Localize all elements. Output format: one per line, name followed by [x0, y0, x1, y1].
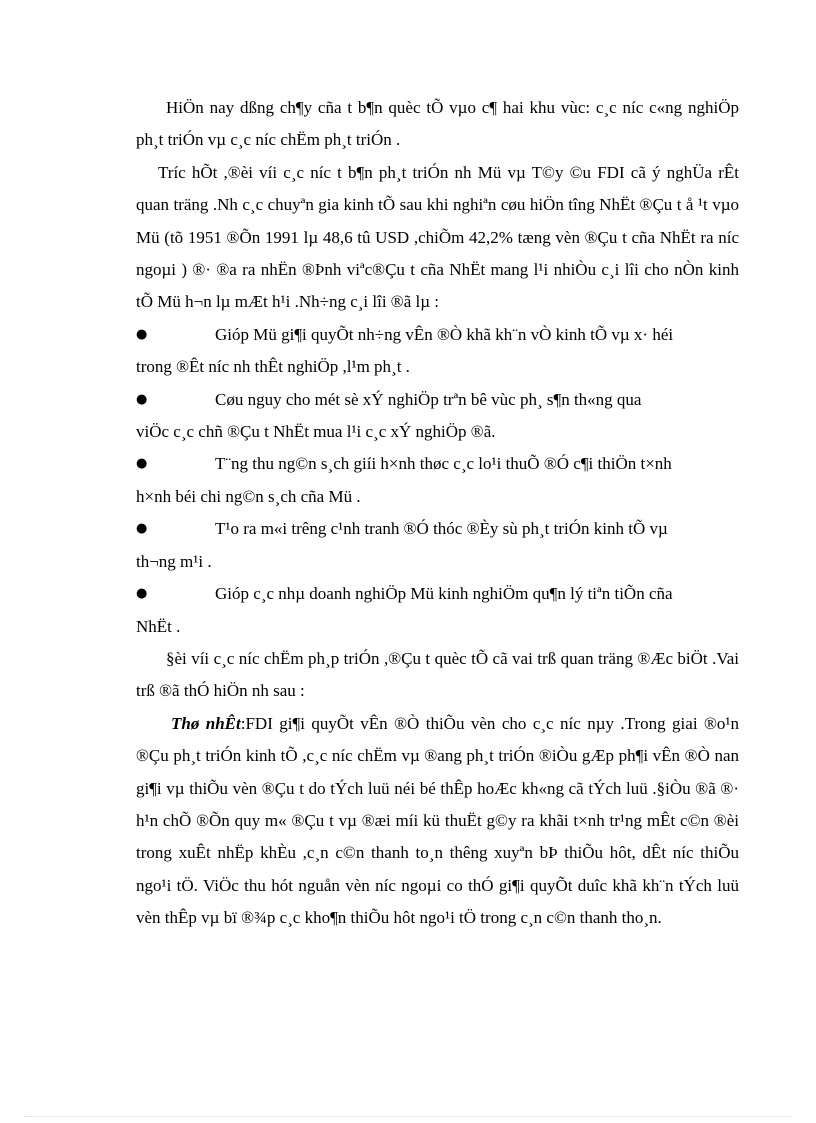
bullet-text-continued: trong ®Êt níc nh thÊt nghiÖp ,l¹m ph¸t . [136, 357, 410, 377]
bullet-text-continued: h×nh béi chi ng©n s¸ch cña Mü . [136, 486, 361, 506]
bullet-text-first-line: T¹o ra m«i trêng c¹nh tranh ®Ó thóc ®Èy sù ph¸t triÓn kinh tÕ vµ [215, 519, 668, 539]
bullet-text-first-line: Gióp Mü gi¶i quyÕt nh÷ng vÊn ®Ò khã kh¨n vÒ kinh tÕ vµ x· héi [215, 324, 674, 344]
bullet-text-continued: NhËt . [136, 616, 181, 636]
paragraph-lead-heading: Thø nhÊt [171, 713, 241, 733]
first-role-body: :FDI gi¶i quyÕt vÊn ®Ò thiÕu vèn cho c¸c níc nµy .Trong giai ®o¹n ®Çu ph¸t triÓn kinh tÕ ,c¸c níc chËm vµ ®ang ph¸t triÓn ®iÒu gÆp ph¶i vÊn ®Ò nan gi¶i vµ thiÕu vèn ®Çu t do tÝch luü néi bé thÊp hoÆc kh«ng cã tÝch luü .§iÒu ®ã ®· h¹n chÕ ®Õn quy m« ®Çu t vµ ®æi míi kü thuËt g©y ra khãi t×nh tr¹ng mÊt c©n ®èi trong xuÊt nhËp khÈu ,c¸n c©n thanh to¸n thêng xuyªn bÞ thiÕu hôt, dÊt níc thiÕu ngo¹i tÖ. ViÖc thu hót nguån vèn níc ngoµi co thÓ gi¶i quyÕt duîc khã kh¨n tÝch luü vèn thÊp vµ bï ®¾p c¸c kho¶n thiÕu hôt ngo¹i tÖ trong c¸n c©n thanh tho¸n. [136, 713, 739, 928]
bullet-item [136, 448, 739, 513]
bullet-item [136, 578, 739, 643]
bullet-item [136, 319, 739, 384]
bullet-text-first-line: T¨ng thu ng©n s¸ch giíi h×nh thøc c¸c lo¹i thuÕ ®Ó c¶i thiÖn t×nh [215, 454, 672, 474]
first-role-paragraph [136, 708, 739, 935]
bullet-text-continued: th¬ng m¹i . [136, 551, 212, 571]
bullet-text-continued: viÖc c¸c chñ ®Çu t NhËt mua l¹i c¸c xÝ nghiÖp ®ã. [136, 422, 496, 442]
developed-countries-paragraph: Tríc hÕt ,®èi víi c¸c níc t b¶n ph¸t triÓn nh Mü vµ T©y ©u FDI cã ý nghÜa rÊt quan träng .Nh c¸c chuyªn gia kinh tÕ sau khi nghiªn cøu hiÖn tîng NhËt ®Çu t å ¹t vµo Mü (tõ 1951 ®Õn 1991 lµ 48,6 tû USD ,chiÕm 42,2% tæng vèn ®Çu t cña NhËt ra níc ngoµi ) ®· ®a ra nhËn ®Þnh viªc®Çu t cña NhËt mang l¹i nhiÒu c¸i lîi cho nÒn kinh tÕ Mü h¬n lµ mÆt h¹i .Nh÷ng c¸i lîi ®ã lµ : [136, 162, 739, 312]
bullet-icon: ● [136, 456, 148, 472]
intro-paragraph: HiÖn nay dßng ch¶y cña t b¶n quèc tÕ vµo c¶ hai khu vùc: c¸c níc c«ng nghiÖp ph¸t triÓn vµ c¸c níc chËm ph¸t triÓn . [136, 98, 739, 150]
bullet-item [136, 513, 739, 578]
document-body [136, 92, 739, 935]
bullet-text-first-line: Cøu nguy cho mét sè xÝ nghiÖp trªn bê vùc ph¸ s¶n th«ng qua [215, 389, 642, 409]
bullet-icon: ● [136, 391, 148, 407]
page-bottom-rule [24, 1116, 792, 1117]
bullet-text-first-line: Gióp c¸c nhµ doanh nghiÖp Mü kinh nghiÖm qu¶n lý tiªn tiÕn cña [215, 584, 673, 604]
bullet-icon: ● [136, 326, 148, 342]
bullet-icon: ● [136, 521, 148, 537]
bullet-icon: ● [136, 586, 148, 602]
developing-countries-paragraph: §èi víi c¸c níc chËm ph¸p triÓn ,®Çu t quèc tÕ cã vai trß quan träng ®Æc biÖt .Vai trß ®ã thÓ hiÖn nh sau : [136, 648, 739, 701]
bullet-item [136, 384, 739, 449]
